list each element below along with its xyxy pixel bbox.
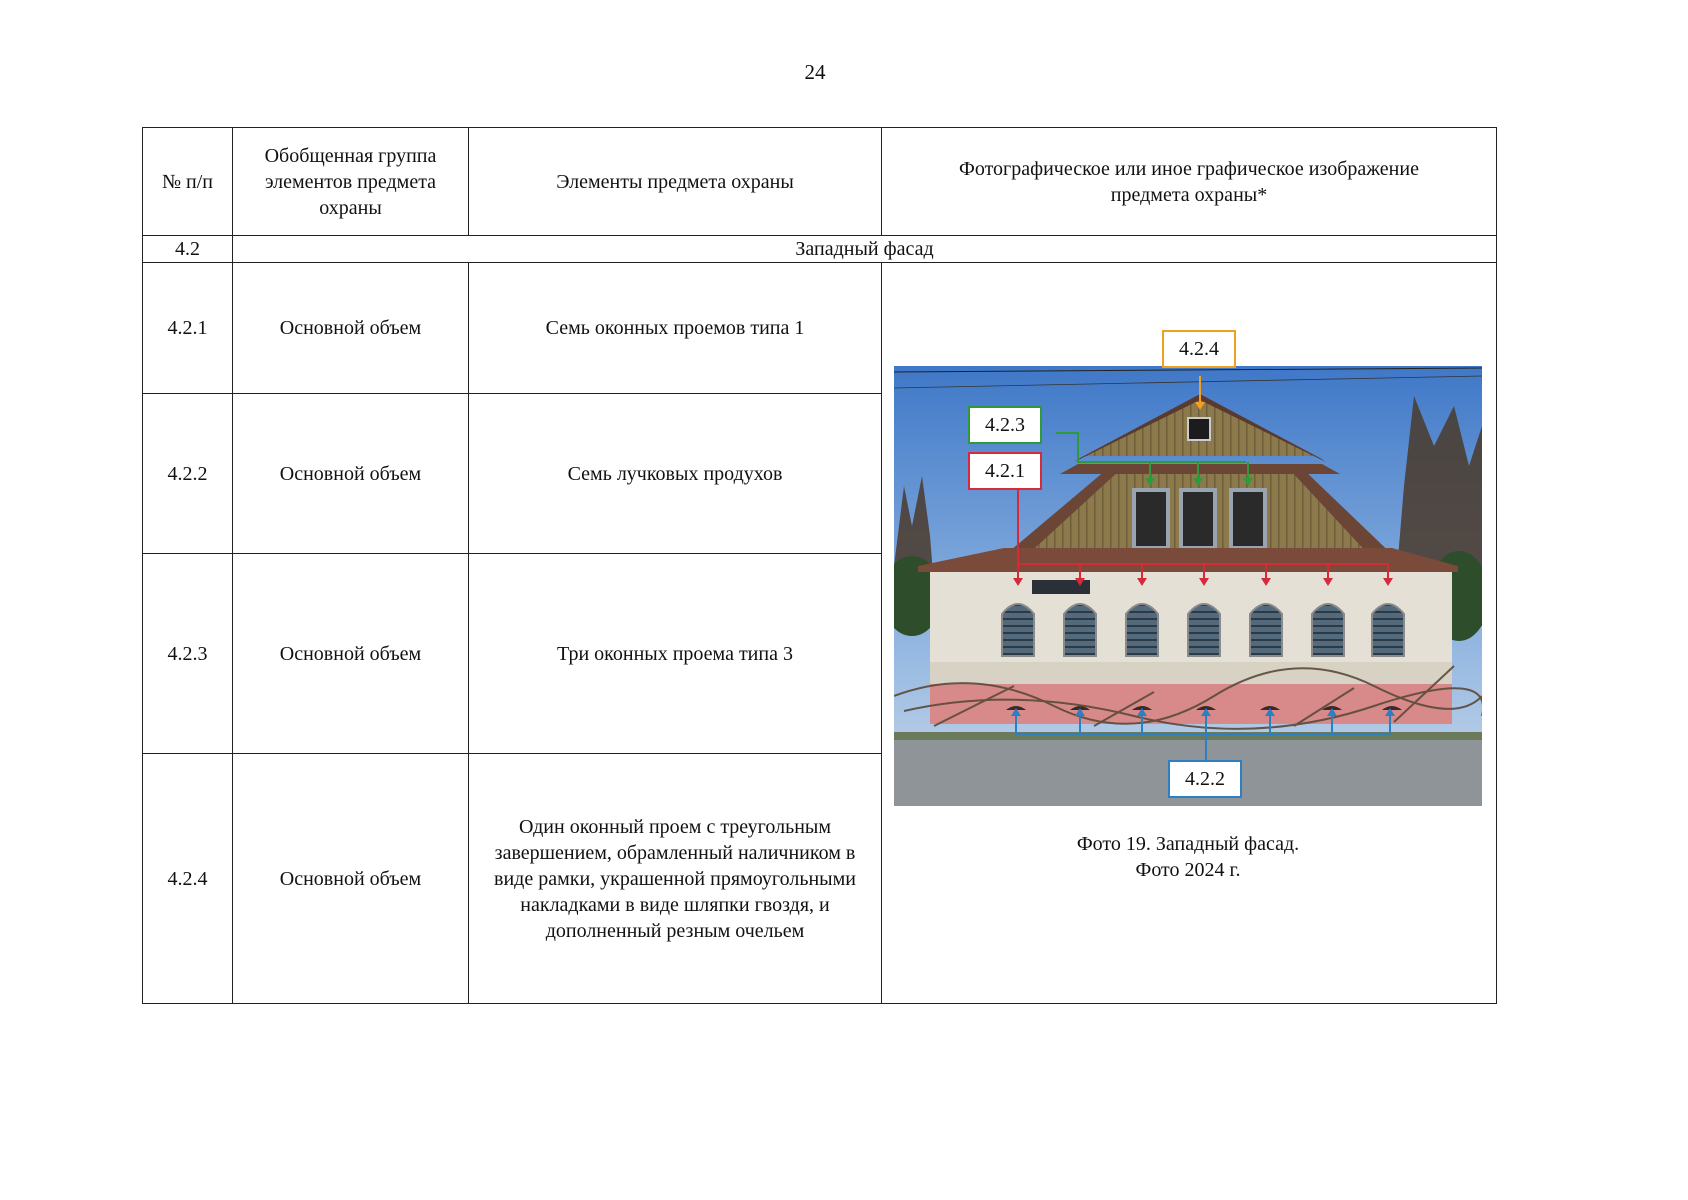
row-number: 4.2.3 [143, 554, 233, 754]
row-element: Один оконный проем с треугольным завершением, обрамленный наличником в виде рамки, украшенной прямоугольными накладками в виде шляпки гвоздя, и дополненный резным очельем [469, 754, 882, 1004]
header-group: Обобщенная группа элементов предмета охраны [233, 128, 469, 236]
page-number: 24 [804, 60, 826, 84]
row-element: Три оконных проема типа 3 [469, 554, 882, 754]
row-group: Основной объем [233, 263, 469, 394]
protection-table [142, 127, 1497, 1004]
row-element: Семь оконных проемов типа 1 [469, 263, 882, 394]
caption-line-1: Фото 19. Западный фасад. [1076, 833, 1300, 855]
caption-line-2: Фото 2024 г. [1135, 859, 1241, 881]
photo-cell [882, 263, 1497, 1004]
header-image: Фотографическое или иное графическое изображение предмета охраны* [882, 128, 1497, 236]
header-number: № п/п [143, 128, 233, 236]
row-number: 4.2.4 [143, 754, 233, 1004]
row-number: 4.2.1 [143, 263, 233, 394]
row-group: Основной объем [233, 754, 469, 1004]
section-row [143, 236, 1497, 263]
callout-4-2-2: 4.2.2 [1168, 760, 1242, 798]
callout-4-2-3: 4.2.3 [968, 406, 1042, 444]
row-number: 4.2.2 [143, 394, 233, 554]
facade-photo [894, 338, 1482, 806]
row-group: Основной объем [233, 394, 469, 554]
callout-4-2-1: 4.2.1 [968, 452, 1042, 490]
photo-caption [882, 831, 1494, 883]
section-number: 4.2 [143, 236, 233, 263]
row-element: Семь лучковых продухов [469, 394, 882, 554]
table-row [143, 263, 1497, 394]
table-header-row [143, 128, 1497, 236]
callout-4-2-4: 4.2.4 [1162, 330, 1236, 368]
row-group: Основной объем [233, 554, 469, 754]
section-title: Западный фасад [233, 236, 1497, 263]
header-elements: Элементы предмета охраны [469, 128, 882, 236]
